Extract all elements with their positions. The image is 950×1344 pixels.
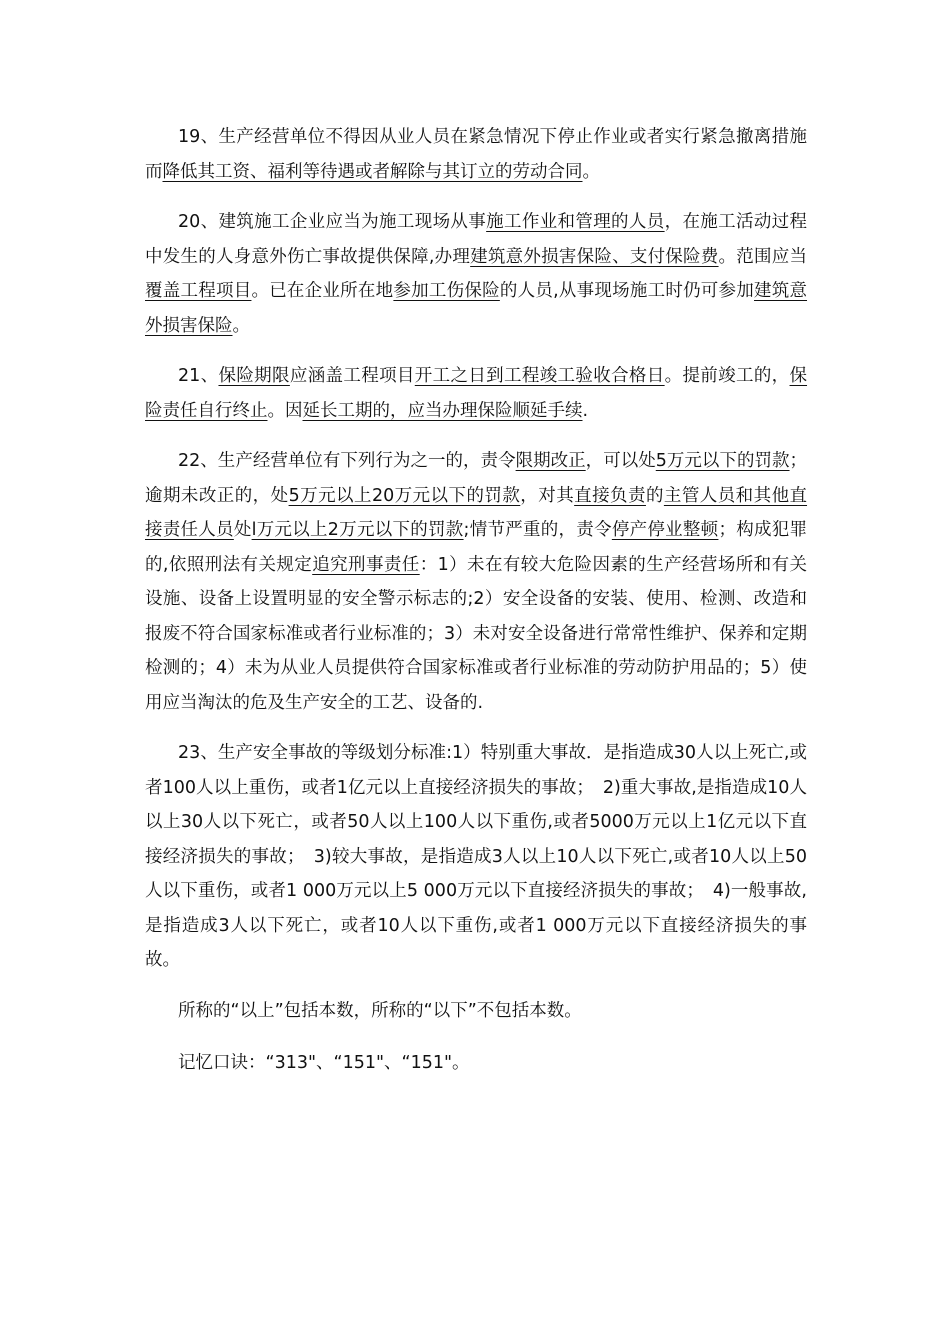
text-segment: . — [582, 400, 589, 421]
document-page — [145, 120, 807, 1099]
text-segment: ;情节严重的，责令 — [463, 520, 612, 540]
underlined-text: l万元以上2万元以下的罚款 — [251, 520, 464, 540]
paragraph-note — [145, 994, 807, 1029]
text-segment: 22、生产经营单位有下列行为之一的，责令 — [178, 451, 516, 471]
underlined-text: 保险责任自行终止 — [145, 366, 808, 421]
underlined-text: 直接负责 — [574, 485, 646, 506]
text-segment: 。提前竣工的， — [664, 366, 790, 386]
underlined-text: 主管人员和其他直接责任人员 — [145, 485, 808, 540]
text-segment: 记忆口诀：“313"、“151"、“151"。 — [178, 1053, 470, 1073]
paragraph-21 — [145, 359, 807, 428]
underlined-text: 追究刑事责任 — [312, 554, 420, 575]
underlined-text: 参加工伤保险 — [393, 281, 500, 301]
text-segment: 。 — [582, 161, 600, 182]
text-segment: ；构成犯罪的,依照刑法有关规定 — [145, 520, 807, 575]
underlined-text: 开工之日到工程竣工验收合格日 — [414, 366, 665, 386]
paragraph-19 — [145, 120, 807, 189]
paragraph-22 — [145, 444, 807, 720]
underlined-text: 建筑意外损害保险、支付保险费 — [470, 246, 719, 267]
underlined-text: 施工作业和管理的人员 — [486, 212, 665, 232]
underlined-text: 保险期限 — [218, 366, 290, 386]
text-segment: 所称的“以上”包括本数，所称的“以下”不包括本数。 — [178, 1000, 582, 1021]
text-segment: ：1）未在有较大危险因素的生产经营场所和有关设施、设备上设置明显的安全警示标志的;2）安全设备的安装、使用、检测、改造和报废不符合国家标准或者行业标准的；3）未对安全设备进行常常性维护、保养和定期检测的；4）未为从业人员提供符合国家标准或者行业标准的劳动防护用品的；5）使用应当淘汰的危及生产安全的工艺、设备的. — [145, 554, 808, 713]
text-segment: 。范围应当 — [718, 246, 808, 267]
text-segment: 。 — [232, 315, 250, 336]
underlined-text: 5万元以上20万元以下的罚款 — [288, 485, 521, 506]
text-segment: 19、生产经营单位不得因从业人员在紧急情况下停止作业或者实行紧急撤离措施而 — [145, 127, 807, 182]
paragraph-20 — [145, 205, 807, 343]
text-segment: ，对其 — [520, 485, 575, 506]
text-segment: 。因 — [267, 400, 303, 421]
underlined-text: 延长工期的，应当办理保险顺延手续 — [302, 400, 583, 421]
underlined-text: 限期改正 — [515, 451, 586, 471]
text-segment: 20、建筑施工企业应当为施工现场从事 — [178, 212, 487, 232]
paragraph-23 — [145, 736, 807, 978]
text-segment: ，在施工活动过程中发生的人身意外伤亡事故提供保障,办理 — [145, 212, 808, 267]
underlined-text: 建筑意外损害保险 — [145, 281, 808, 336]
underlined-text: 降低其工资、福利等待遇或者解除与其订立的劳动合同 — [162, 161, 583, 182]
text-segment: 的人员,从事现场施工时仍可参加 — [499, 281, 755, 301]
text-segment: 21、 — [178, 366, 219, 386]
underlined-text: 5万元以下的罚款 — [655, 451, 790, 471]
text-segment: 应涵盖工程项目 — [289, 366, 415, 386]
paragraph-mnemonic — [145, 1046, 807, 1081]
text-segment: 。已在企业所在地 — [251, 281, 394, 301]
text-segment: ，可以处 — [585, 451, 656, 471]
text-segment: 的 — [645, 485, 664, 506]
text-segment: 23、生产安全事故的等级划分标准:1）特别重大事故．是指造成30人以上死亡,或者100人以上重伤，或者1亿元以上直接经济损失的事故； 2)重大事故,是指造成10人以上30人以下死亡，或者50人以上100人以下重伤,或者5000万元以上1亿元以下直接经济损失的事故； 3)较大事故，是指造成3人以上10人以下死亡,或者10人以上50人以下重伤，或者1 000万元以上5 000万元以下直接经济损失的事故； 4)一般事故,是指造成3人以下死亡，或者10人以下重伤,或者1 000万元以下直接经济损失的事故。 — [145, 743, 807, 970]
underlined-text: 停产停业整顿 — [611, 520, 719, 540]
text-segment: 处 — [233, 520, 252, 540]
text-segment: ；逾期未改正的，处 — [145, 451, 808, 506]
underlined-text: 覆盖工程项目 — [145, 281, 252, 301]
